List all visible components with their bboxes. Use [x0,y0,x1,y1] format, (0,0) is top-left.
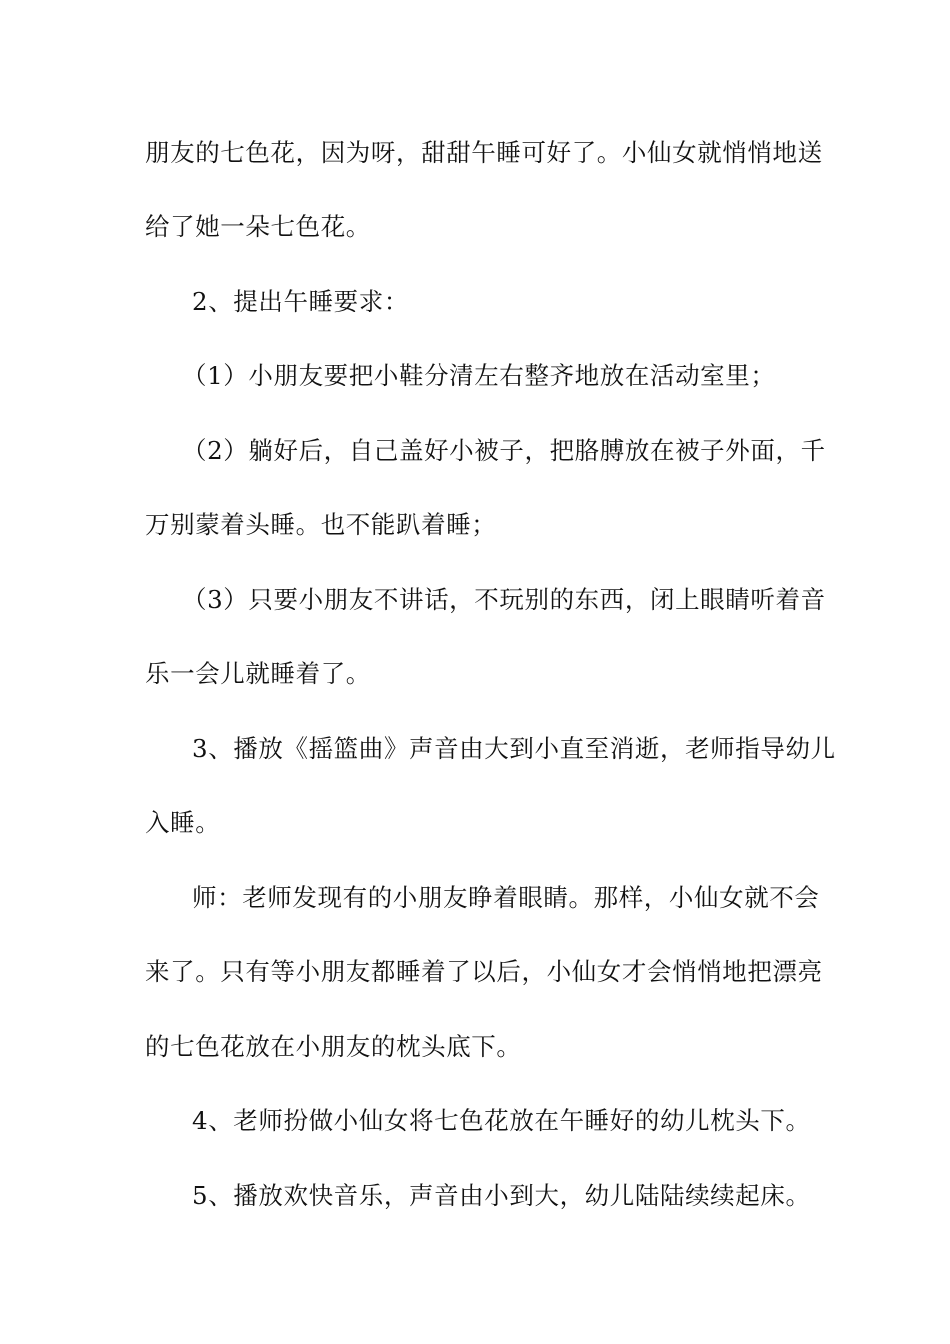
text-line: 给了她一朵七色花。 [145,212,371,241]
text-line: 万别蒙着头睡。也不能趴着睡； [145,510,497,539]
text-line: 乐一会儿就睡着了。 [145,659,371,688]
list-item: （3）只要小朋友不讲话，不玩别的东西，闭上眼睛听着音 [182,585,826,614]
list-item-heading: 4、老师扮做小仙女将七色花放在午睡好的幼儿枕头下。 [192,1106,811,1135]
text-line: 朋友的七色花，因为呀，甜甜午睡可好了。小仙女就悄悄地送 [145,138,823,167]
list-item-heading: 5、播放欢快音乐，声音由小到大，幼儿陆陆续续起床。 [192,1181,811,1210]
list-item: （1）小朋友要把小鞋分清左右整齐地放在活动室里； [182,361,776,390]
list-item-heading: 3、播放《摇篮曲》声音由大到小直至消逝，老师指导幼儿 [192,734,836,763]
text-line: 来了。只有等小朋友都睡着了以后，小仙女才会悄悄地把漂亮 [145,957,823,986]
list-item-heading: 2、提出午睡要求： [192,287,409,316]
text-line: 的七色花放在小朋友的枕头底下。 [145,1032,522,1061]
text-line: 入睡。 [145,808,221,837]
paragraph-line: 师：老师发现有的小朋友睁着眼睛。那样，小仙女就不会 [192,883,820,912]
list-item: （2）躺好后，自己盖好小被子，把胳膊放在被子外面，千 [182,436,826,465]
